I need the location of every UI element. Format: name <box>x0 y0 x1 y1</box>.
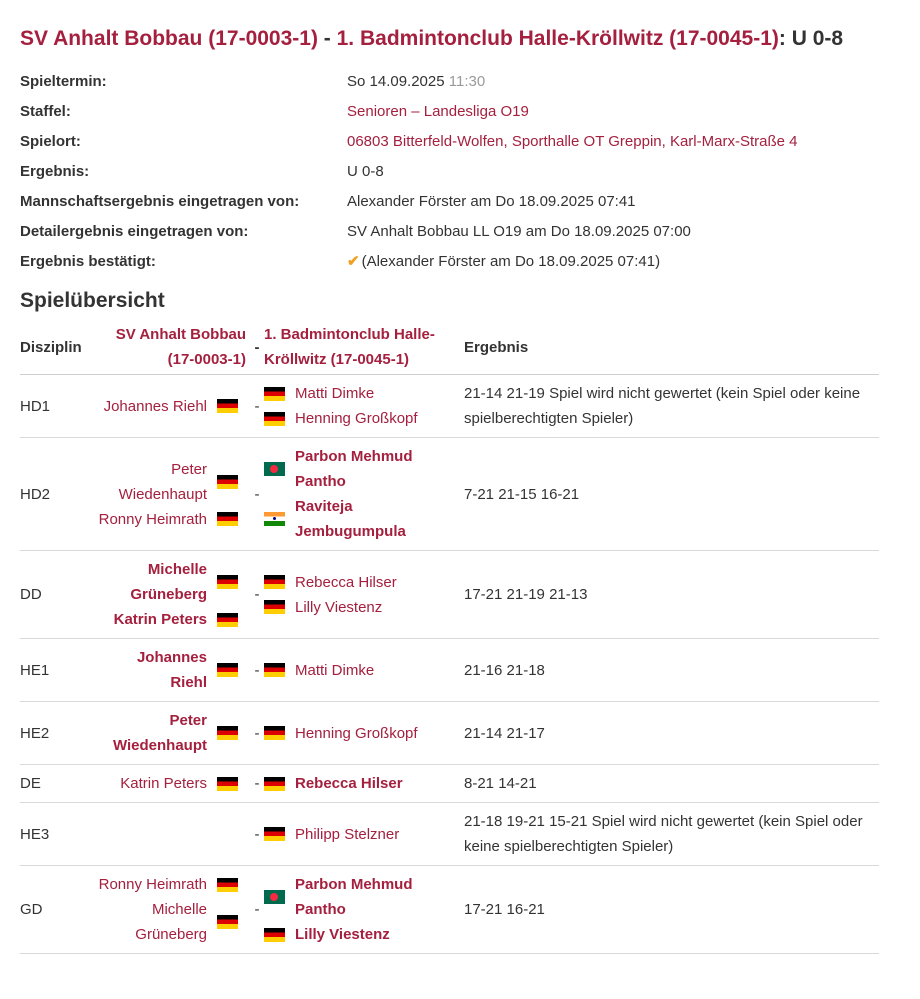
info-value <box>347 96 797 126</box>
flag-germany-icon <box>217 663 238 677</box>
info-label: Staffel: <box>20 102 71 120</box>
disziplin-cell: DE <box>20 765 98 803</box>
away-player <box>264 658 464 683</box>
player-link[interactable]: Katrin Peters <box>120 775 207 792</box>
separator-cell: - <box>250 866 264 954</box>
player-link[interactable]: Rebecca Hilser <box>295 775 403 792</box>
info-value: SV Anhalt Bobbau LL O19 am Do 18.09.2025 07:00 <box>347 222 691 240</box>
player-link[interactable]: Rebecca Hilser <box>295 573 397 591</box>
flag-germany-icon <box>217 915 238 929</box>
player-link[interactable]: Ronny Heimrath <box>98 876 207 893</box>
player-link[interactable]: Parbon Mehmud Pantho <box>295 448 413 490</box>
time-value: 11:30 <box>448 72 486 90</box>
flag-germany-icon <box>264 827 285 841</box>
away-players-cell <box>264 639 464 702</box>
player-link[interactable]: Matti Dimke <box>295 385 375 402</box>
flag-germany-icon <box>264 928 285 942</box>
flag-germany-icon <box>264 387 285 401</box>
section-heading: Spielübersicht <box>20 289 165 312</box>
confirmed-value: (Alexander Förster am Do 18.09.2025 07:41) <box>361 253 661 270</box>
home-players-cell <box>98 866 250 954</box>
away-player <box>264 922 464 947</box>
player-link[interactable]: Lilly Viestenz <box>295 926 390 943</box>
col-separator: - <box>250 320 264 375</box>
away-player <box>264 494 464 544</box>
info-label: Mannschaftsergebnis eingetragen von: <box>20 192 300 210</box>
result-cell: 21-18 19-21 15-21 Spiel wird nicht gewertet (kein Spiel oder keine spielberechtigten Spieler) <box>464 803 879 866</box>
player-link[interactable]: Peter Wiedenhaupt <box>112 712 207 754</box>
flag-germany-icon <box>264 575 285 589</box>
info-label: Ergebnis: <box>20 162 90 180</box>
info-row-detailergebnis <box>20 216 797 246</box>
flag-germany-icon <box>264 600 285 614</box>
flag-bangladesh-icon <box>264 462 285 476</box>
flag-germany-icon <box>264 412 285 426</box>
separator-cell: - <box>250 702 264 765</box>
home-player <box>98 872 246 897</box>
check-icon: ✔ <box>347 253 360 270</box>
away-team-header-link[interactable]: 1. Badmintonclub Halle-Kröllwitz (17-0045-1) <box>264 326 435 368</box>
player-link[interactable]: Peter Wiedenhaupt <box>118 460 207 503</box>
spielort-link[interactable]: 06803 Bitterfeld-Wolfen, Sporthalle OT Greppin, Karl-Marx-Straße 4 <box>347 132 798 150</box>
col-disziplin: Disziplin <box>20 320 98 375</box>
info-row-mannschaftsergebnis <box>20 186 797 216</box>
matches-table <box>20 320 879 954</box>
result-cell: 21-16 21-18 <box>464 639 879 702</box>
col-home-team <box>98 320 250 375</box>
player-link[interactable]: Matti Dimke <box>295 661 375 679</box>
info-label: Spielort: <box>20 132 81 150</box>
flag-germany-icon <box>217 399 238 413</box>
disziplin-cell: HE1 <box>20 639 98 702</box>
home-player <box>98 394 246 419</box>
table-row <box>20 551 879 639</box>
info-label: Detailergebnis eingetragen von: <box>20 222 249 240</box>
flag-germany-icon <box>217 475 238 489</box>
home-players-cell <box>98 702 250 765</box>
title-separator: - <box>317 27 337 50</box>
info-value <box>347 246 797 276</box>
info-value <box>347 66 797 96</box>
player-link[interactable]: Henning Großkopf <box>295 410 418 427</box>
table-row <box>20 639 879 702</box>
away-player <box>264 822 464 847</box>
player-link[interactable]: Michelle Grüneberg <box>130 561 207 603</box>
home-player <box>98 607 246 632</box>
title-result: : U 0-8 <box>778 27 844 50</box>
player-link[interactable]: Michelle Grüneberg <box>135 901 207 943</box>
home-player <box>98 645 246 695</box>
player-link[interactable]: Henning Großkopf <box>295 724 418 742</box>
flag-germany-icon <box>217 613 238 627</box>
home-players-cell <box>98 639 250 702</box>
away-player <box>264 570 464 595</box>
home-player <box>98 897 246 947</box>
disziplin-cell: HD2 <box>20 438 98 551</box>
info-value <box>347 126 797 156</box>
home-players-cell <box>98 551 250 639</box>
result-cell: 21-14 21-19 Spiel wird nicht gewertet (kein Spiel oder keine spielberechtigten Spieler) <box>464 375 879 438</box>
away-player <box>264 721 464 746</box>
player-link[interactable]: Philipp Stelzner <box>295 825 400 843</box>
info-row-spielort <box>20 126 797 156</box>
home-player <box>98 457 246 507</box>
away-player <box>264 381 464 406</box>
col-result: Ergebnis <box>464 320 879 375</box>
player-link[interactable]: Parbon Mehmud Pantho <box>295 876 413 918</box>
away-player <box>264 595 464 620</box>
separator-cell: - <box>250 375 264 438</box>
home-players-cell <box>98 765 250 803</box>
date-value: So 14.09.2025 <box>347 72 445 90</box>
flag-germany-icon <box>217 777 238 791</box>
result-cell: 7-21 21-15 16-21 <box>464 438 879 551</box>
result-cell: 8-21 14-21 <box>464 765 879 803</box>
home-players-cell <box>98 375 250 438</box>
flag-germany-icon <box>264 726 285 740</box>
home-team-header-link[interactable]: SV Anhalt Bobbau (17-0003-1) <box>115 326 246 368</box>
info-row-spieltermin <box>20 66 797 96</box>
table-row <box>20 866 879 954</box>
result-cell: 21-14 21-17 <box>464 702 879 765</box>
flag-germany-icon <box>217 726 238 740</box>
info-row-staffel <box>20 96 797 126</box>
table-row <box>20 375 879 438</box>
away-players-cell <box>264 551 464 639</box>
home-player <box>98 557 246 607</box>
player-link[interactable]: Lilly Viestenz <box>295 598 383 616</box>
disziplin-cell: DD <box>20 551 98 639</box>
player-link[interactable]: Ronny Heimrath <box>98 510 207 528</box>
home-team-link[interactable]: SV Anhalt Bobbau (17-0003-1) <box>20 27 318 50</box>
away-team-link[interactable]: 1. Badmintonclub Halle-Kröllwitz (17-0045-1) <box>336 27 779 50</box>
disziplin-cell: GD <box>20 866 98 954</box>
away-players-cell <box>264 803 464 866</box>
player-link[interactable]: Katrin Peters <box>113 611 207 628</box>
player-link[interactable]: Raviteja Jembugumpula <box>295 498 406 540</box>
disziplin-cell: HE2 <box>20 702 98 765</box>
flag-india-icon <box>264 512 285 526</box>
away-player <box>264 771 464 796</box>
flag-bangladesh-icon <box>264 890 285 904</box>
info-row-bestaetigt <box>20 246 797 276</box>
separator-cell: - <box>250 803 264 866</box>
away-players-cell <box>264 438 464 551</box>
flag-germany-icon <box>217 512 238 526</box>
away-player <box>264 406 464 431</box>
separator-cell: - <box>250 438 264 551</box>
home-player <box>98 771 246 796</box>
separator-cell: - <box>250 765 264 803</box>
match-info-table <box>20 66 797 276</box>
info-value: Alexander Förster am Do 18.09.2025 07:41 <box>347 192 636 210</box>
away-players-cell <box>264 765 464 803</box>
flag-germany-icon <box>217 575 238 589</box>
info-value: U 0-8 <box>347 162 384 180</box>
result-cell: 17-21 21-19 21-13 <box>464 551 879 639</box>
away-players-cell <box>264 375 464 438</box>
table-row <box>20 702 879 765</box>
away-players-cell <box>264 702 464 765</box>
away-players-cell <box>264 866 464 954</box>
flag-germany-icon <box>264 777 285 791</box>
info-label: Ergebnis bestätigt: <box>20 252 156 270</box>
away-player <box>264 872 464 922</box>
home-players-cell <box>98 438 250 551</box>
home-players-cell <box>98 803 250 866</box>
staffel-link[interactable]: Senioren – Landesliga O19 <box>347 102 529 120</box>
home-player <box>98 507 246 532</box>
table-row <box>20 765 879 803</box>
matches-body <box>20 375 879 954</box>
table-row <box>20 438 879 551</box>
player-link[interactable]: Johannes Riehl <box>136 649 207 691</box>
separator-cell: - <box>250 551 264 639</box>
away-player <box>264 444 464 494</box>
flag-germany-icon <box>217 878 238 892</box>
separator-cell: - <box>250 639 264 702</box>
table-header-row <box>20 320 879 375</box>
table-row <box>20 803 879 866</box>
home-player <box>98 708 246 758</box>
player-link[interactable]: Johannes Riehl <box>103 397 207 415</box>
col-away-team <box>264 320 464 375</box>
info-label: Spieltermin: <box>20 72 107 90</box>
disziplin-cell: HD1 <box>20 375 98 438</box>
flag-germany-icon <box>264 663 285 677</box>
result-cell: 17-21 16-21 <box>464 866 879 954</box>
info-row-ergebnis <box>20 156 797 186</box>
page-title <box>20 26 900 52</box>
disziplin-cell: HE3 <box>20 803 98 866</box>
